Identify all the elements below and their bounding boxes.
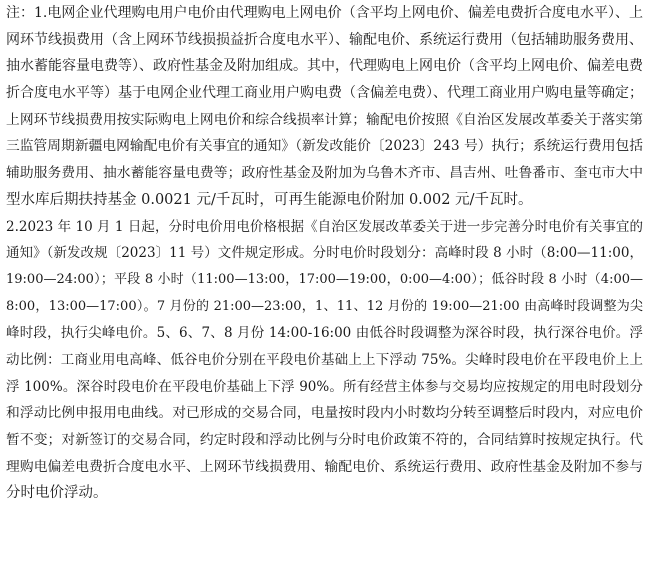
note-line: 暂不变；对新签订的交易合同，约定时段和浮动比例与分时电价政策不符的，合同结算时按规定执行。代 (6, 432, 643, 448)
note-line: 注：1.电网企业代理购电用户电价由代理购电上网电价（含平均上网电价、偏差电费折合度电水平）、上 (6, 5, 643, 21)
note-line: 和浮动比例申报用电曲线。对已形成的交易合同，电量按时段内小时数均分转至调整后时段内，对应电价 (6, 405, 643, 422)
note-line: 理购电偏差电费折合度电水平、上网环节线损费用、输配电价、系统运行费用、政府性基金及附加不参与 (6, 458, 643, 475)
note-line: 峰时段，执行尖峰电价。5、6、7、8 月份 14:00-16:00 由低谷时段调整为深谷时段，执行深谷电价。浮 (6, 325, 643, 342)
note-line: 折合度电水平等）基于电网企业代理工商业用户购电费（含偏差电费）、代理工商业用户购电量等确定； (6, 85, 643, 102)
note-line: 浮 100%。深谷时段电价在平段电价基础上下浮 90%。所有经营主体参与交易均应按规定的用电时段划分 (6, 378, 643, 395)
note-line: 通知》（新发改规〔2023〕11 号）文件规定形成。分时电价时段划分：高峰时段 8 小时（8:00—11:00， (6, 245, 643, 262)
note-line: 辅助服务费用、抽水蓄能容量电费等；政府性基金及附加为乌鲁木齐市、昌吉州、吐鲁番市、奎屯市大中 (6, 165, 643, 182)
note-line: 分时电价浮动。 (6, 485, 108, 502)
note-line: 三监管周期新疆电网输配电价有关事宜的通知》（新发改能价〔2023〕243 号）执行；系统运行费用包括 (6, 138, 643, 155)
note-line: 2.2023 年 10 月 1 日起，分时电价用电价格根据《自治区发展改革委关于进一步完善分时电价有关事宜的 (6, 218, 643, 235)
note-line: 型水库后期扶持基金 0.0021 元/千瓦时，可再生能源电价附加 0.002 元/千瓦时。 (6, 191, 533, 208)
note-line: 19:00—24:00）；平段 8 小时（11:00—13:00，17:00—19:00，0:00—4:00）；低谷时段 8 小时（4:00— (6, 271, 643, 287)
note-line: 抽水蓄能容量电费等）、政府性基金及附加组成。其中，代理购电上网电价（含平均上网电价、偏差电费 (6, 58, 643, 75)
note-line: 8:00，13:00—17:00）。7 月份的 21:00—23:00，1、11、12 月份的 19:00—21:00 由高峰时段调整为尖 (6, 298, 643, 314)
note-line: 上网环节线损费用按实际购电上网电价和综合线损率计算；输配电价按照《自治区发展改革委关于落实第 (6, 111, 643, 128)
note-line: 网环节线损费用（含上网环节线损损益折合度电水平）、输配电价、系统运行费用（包括辅助服务费用、 (6, 31, 643, 48)
note-line: 动比例：工商业用电高峰、低谷电价分别在平段电价基础上上下浮动 75%。尖峰时段电价在平段电价上上 (6, 351, 643, 368)
